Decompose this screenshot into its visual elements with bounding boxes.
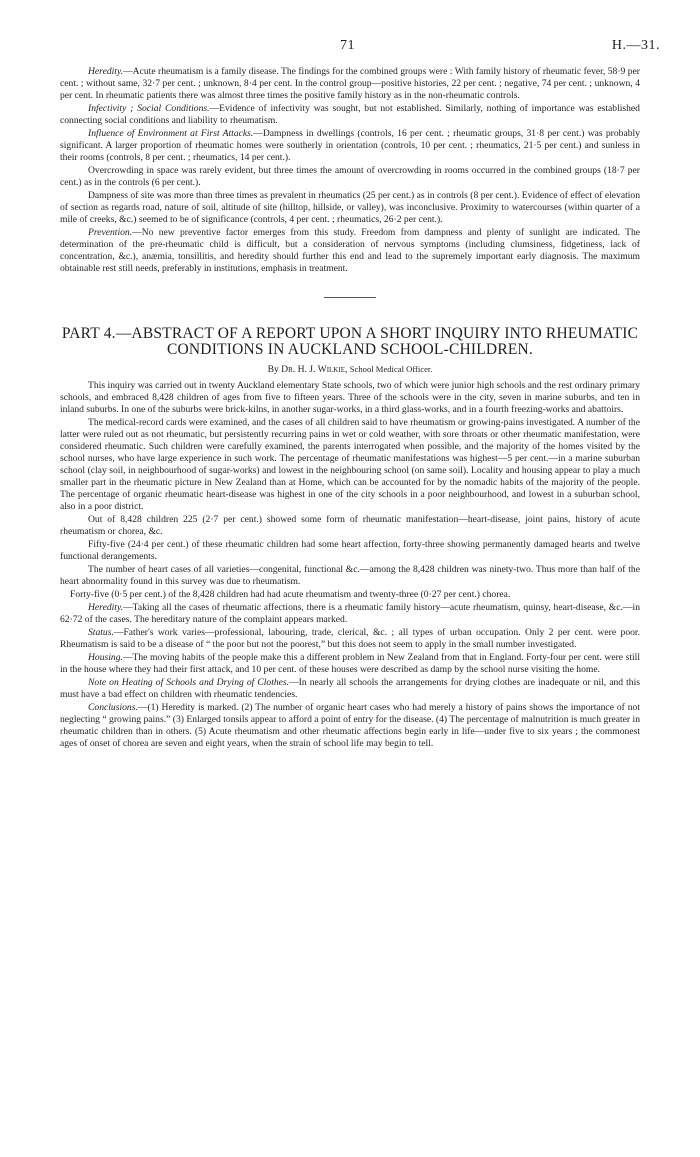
heredity-text: —Acute rheumatism is a family disease. The findings for the combined groups were : With family history of rheumatic fever, 58·9 per cent. ; without same, 32·7 per cent. ; unknown, 8·4 per cent. In the control group—positive histories, 22 per cent. ; negative, 74 per cent. ; unknown, 4 per cent. In rheumatic patients there was almost three times the positive family history as in the non-rheumatic controls. (60, 66, 640, 101)
heredity-text-part4: —Taking all the cases of rheumatic affections, there is a rheumatic family history—acute rheumatism, quinsy, heart-disease, &c.—in 62·72 of the cases. The hereditary nature of the complaint appears marked. (60, 602, 640, 625)
paragraph-heating-note (60, 677, 640, 701)
paragraph-infectivity (60, 103, 640, 127)
environment-text: —Dampness in dwellings (controls, 16 per cent. ; rheumatic groups, 31·8 per cent.) was probably significant. A larger proportion of rheumatic homes were southerly in orientation (controls, 10 per cent. ; rheumatics, 21·5 per cent.) and sunless in their rooms (controls, 8 per cent. ; rheumatics, 14 per cent.). (60, 128, 640, 163)
prevention-text: —No new preventive factor emerges from this study. Freedom from dampness and plenty of sunlight are indicated. The determination of the pre-rheumatic child is difficult, but a consideration of nervous symptoms (including clumsiness, fidgetiness, lack of concentration, &c.), anæmia, tonsillitis, and heredity should further this end and lead to the supremely important early diagnosis. The maximum obtainable rest still needs, preferably in institutions, emphasis in treatment. (60, 227, 640, 274)
conclusions-heading: Conclusions. (88, 702, 138, 713)
paragraph-environment (60, 128, 640, 164)
paragraph-heredity-part4 (60, 602, 640, 626)
status-text: —Father's work varies—professional, labouring, trade, clerical, &c. ; all types of urban occupation. Only 2 per cent. were poor. Rheumatism is said to be a disease of “ the poor but not the poorest,” but this does not seem to apply in the small number investigated. (60, 627, 640, 650)
paragraph-manifestations: Out of 8,428 children 225 (2·7 per cent.) showed some form of rheumatic manifestation—heart-disease, joint pains, history of acute rheumatism or chorea, &c. (60, 514, 640, 537)
conclusions-text: —(1) Heredity is marked. (2) The number of organic heart cases who had merely a history of pains shows the importance of not neglecting “ growing pains.” (3) Enlarged tonsils appear to afford a point of entry for the disease. (4) The percentage of malnutrition is much greater in rheumatic children than in others. (5) Acute rheumatism and other rheumatic affections begin early in life—under five to six years ; the commonest ages of onset of chorea are seven and eight years, when the strain of school life may begin to tell. (60, 702, 640, 749)
paragraph-dampness: Dampness of site was more than three times as prevalent in rheumatics (25 per cent.) as in controls (8 per cent.). Evidence of effect of elevation of section as regards road, nature of soil, altitude of site (hilltop, hillside, or valley), was inconclusive. Proximity to watercourses (within quarter of a mile of creeks, &c.) seemed to be of significance (controls, 4 per cent. ; rheumatics, 26·2 per cent.). (60, 190, 640, 225)
heating-note-heading: Note on Heating of Schools and Drying of Clothes. (88, 677, 290, 688)
paragraph-prevention (60, 227, 640, 275)
paragraph-records: The medical-record cards were examined, and the cases of all children said to have rheumatism or growing-pains investigated. A number of the latter were ruled out as not rheumatic, but persistently recurring pains in wet or cold weather, with sore throats or other rheumatic manifestation, were considered rheumatic. Such children were carefully examined, the parents interrogated when possible, and the majority of the homes visited by the school nurses, who have large experience in such work. The percentage of rheumatic manifestations was highest—5 per cent.—in a marine suburban school (clay soil, in neighbourhood of sugar-works) and lowest in the neighbouring school (on same soil). Locality and housing appear to play a much smaller part in the rheumatic picture in New Zealand than at Home, which can be accounted for by the nomadic habits of the majority of the people. The percentage of organic rheumatic heart-disease was highest in one of the city schools in a poor neighbourhood, and lowest in a suburban school, also in a poor district. (60, 417, 640, 512)
housing-heading: Housing. (88, 652, 123, 663)
author-byline (60, 363, 640, 376)
prevention-heading: Prevention. (88, 227, 133, 238)
paragraph-acute-chorea: Forty-five (0·5 per cent.) of the 8,428 children had had acute rheumatism and twenty-three (0·27 per cent.) chorea. (70, 589, 511, 600)
author-role: School Medical Officer. (349, 364, 433, 374)
paragraph-inquiry: This inquiry was carried out in twenty Auckland elementary State schools, two of which were junior high schools and the rest ordinary primary schools, and embraced 8,428 children of ages from five to fifteen years. Three of the schools were in the city, seven in marine suburbs, and ten in inland suburbs. In one of the suburbs were brick-kilns, in another sugar-works, in a third glass-works, and in a fourth freezing-works and abattoirs. (60, 380, 640, 415)
document-reference: H.—31. (611, 38, 660, 53)
paragraph-heart-affection: Fifty-five (24·4 per cent.) of these rheumatic children had some heart affection, forty-three showing permanently damaged hearts and twelve functional derangements. (60, 539, 640, 562)
paragraph-overcrowding: Overcrowding in space was rarely evident, but three times the amount of overcrowding in rooms occurred in the combined groups (18·7 per cent.) as in the controls (6 per cent.). (60, 165, 640, 188)
infectivity-text: —Evidence of infectivity was sought, but not established. Similarly, nothing of importance was established connecting social conditions and liability to rheumatism. (60, 103, 640, 126)
status-heading: Status. (88, 627, 114, 638)
page-body (60, 66, 640, 751)
heredity-heading: Heredity. (88, 66, 124, 77)
heredity-heading-part4: Heredity. (88, 602, 124, 613)
page-number: 71 (340, 38, 355, 53)
paragraph-heart-cases: The number of heart cases of all varieties—congenital, functional &c.—among the 8,428 children was ninety-two. Thus more than half of the heart abnormality found in this survey was due to rheumatism. (60, 564, 640, 587)
part-4-title: PART 4.—ABSTRACT OF A REPORT UPON A SHORT INQUIRY INTO RHEUMATIC CONDITIONS IN AUCKLAND SCHOOL-CHILDREN. (61, 325, 639, 358)
paragraph-housing (60, 652, 640, 676)
byline-by: By (267, 364, 279, 375)
section-divider (324, 297, 376, 298)
author-name: Dr. H. J. Wilkie, (281, 364, 348, 375)
heating-note-text: —In nearly all schools the arrangements for drying clothes are inadequate or nil, and this must have a bad effect on children with rheumatic tendencies. (60, 677, 640, 700)
infectivity-heading: Infectivity ; Social Conditions. (88, 103, 210, 114)
paragraph-status (60, 627, 640, 651)
environment-heading: Influence of Environment at First Attacks. (88, 128, 254, 139)
paragraph-conclusions (60, 702, 640, 750)
paragraph-heredity (60, 66, 640, 102)
housing-text: —The moving habits of the people make this a different problem in New Zealand from that in England. Forty-four per cent. were still in the house where they had their first attack, and 10 per cent. of these houses were described as damp by the school nurse visiting the home. (60, 652, 640, 675)
